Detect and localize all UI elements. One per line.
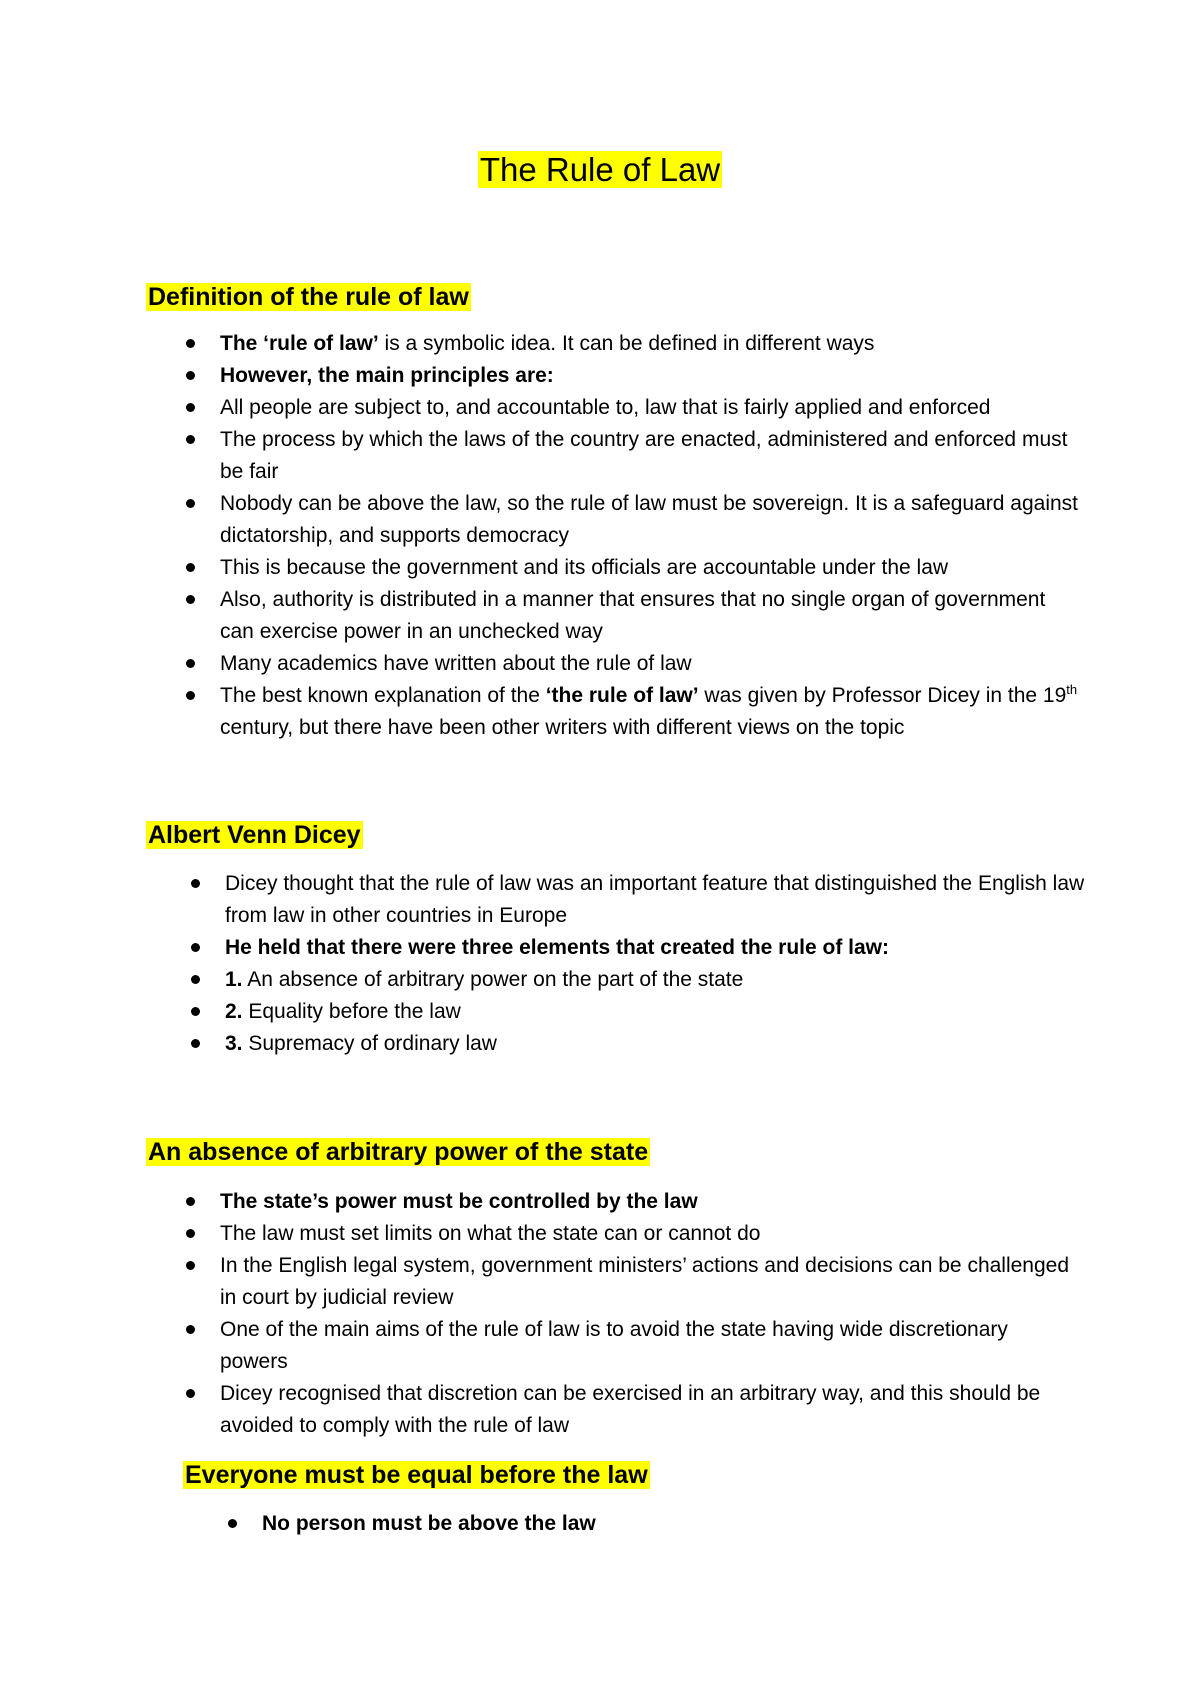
list-item: Nobody can be above the law, so the rule of law must be sovereign. It is a safeguard against dictatorship, and supports democracy xyxy=(220,488,1080,552)
dicey-list xyxy=(225,868,1085,1060)
list-item: This is because the government and its officials are accountable under the law xyxy=(220,552,1080,584)
bullet-icon xyxy=(186,1261,195,1270)
bullet-icon xyxy=(191,879,200,888)
section-heading-dicey: Albert Venn Dicey xyxy=(148,821,361,849)
list-item: The process by which the laws of the country are enacted, administered and enforced must be fair xyxy=(220,424,1080,488)
bullet-icon xyxy=(191,975,200,984)
list-item: One of the main aims of the rule of law is to avoid the state having wide discretionary powers xyxy=(220,1314,1080,1378)
list-item: All people are subject to, and accountable to, law that is fairly applied and enforced xyxy=(220,392,1080,424)
bullet-icon xyxy=(186,435,195,444)
bullet-icon xyxy=(186,595,195,604)
definition-list xyxy=(220,328,1080,744)
bullet-icon xyxy=(186,563,195,572)
bullet-icon xyxy=(186,659,195,668)
page-title xyxy=(0,148,1200,192)
bullet-icon xyxy=(186,1229,195,1238)
list-item: No person must be above the law xyxy=(262,1508,1122,1540)
bullet-icon xyxy=(186,1325,195,1334)
title-highlight: The Rule of Law xyxy=(479,151,721,188)
list-item: However, the main principles are: xyxy=(220,360,1080,392)
list-item: Many academics have written about the rule of law xyxy=(220,648,1080,680)
list-item: The best known explanation of the ‘the rule of law’ was given by Professor Dicey in the 19th century, but there have been other writers with different views on the topic xyxy=(220,680,1080,744)
section-heading-definition: Definition of the rule of law xyxy=(148,283,469,311)
bullet-icon xyxy=(191,943,200,952)
list-item: The law must set limits on what the state can or cannot do xyxy=(220,1218,1080,1250)
bullet-icon xyxy=(228,1519,237,1528)
list-item: 2. Equality before the law xyxy=(225,996,1085,1028)
bullet-icon xyxy=(186,339,195,348)
bullet-icon xyxy=(186,403,195,412)
arbitrary-power-list xyxy=(220,1186,1080,1442)
section-heading-equality: Everyone must be equal before the law xyxy=(185,1461,648,1489)
list-item: In the English legal system, government ministers’ actions and decisions can be challenged in court by judicial review xyxy=(220,1250,1080,1314)
list-item: Dicey thought that the rule of law was an important feature that distinguished the English law from law in other countries in Europe xyxy=(225,868,1085,932)
bullet-icon xyxy=(191,1039,200,1048)
list-item: He held that there were three elements that created the rule of law: xyxy=(225,932,1085,964)
bullet-icon xyxy=(186,499,195,508)
bullet-icon xyxy=(186,691,195,700)
bullet-icon xyxy=(191,1007,200,1016)
list-item: 1. An absence of arbitrary power on the part of the state xyxy=(225,964,1085,996)
list-item: Also, authority is distributed in a manner that ensures that no single organ of government can exercise power in an unchecked way xyxy=(220,584,1080,648)
equality-list xyxy=(262,1508,1122,1540)
bullet-icon xyxy=(186,371,195,380)
list-item: Dicey recognised that discretion can be exercised in an arbitrary way, and this should be avoided to comply with the rule of law xyxy=(220,1378,1080,1442)
section-heading-arbitrary-power: An absence of arbitrary power of the state xyxy=(148,1138,649,1166)
list-item: 3. Supremacy of ordinary law xyxy=(225,1028,1085,1060)
list-item: The ‘rule of law’ is a symbolic idea. It can be defined in different ways xyxy=(220,328,1080,360)
bullet-icon xyxy=(186,1389,195,1398)
bullet-icon xyxy=(186,1197,195,1206)
list-item: The state’s power must be controlled by the law xyxy=(220,1186,1080,1218)
